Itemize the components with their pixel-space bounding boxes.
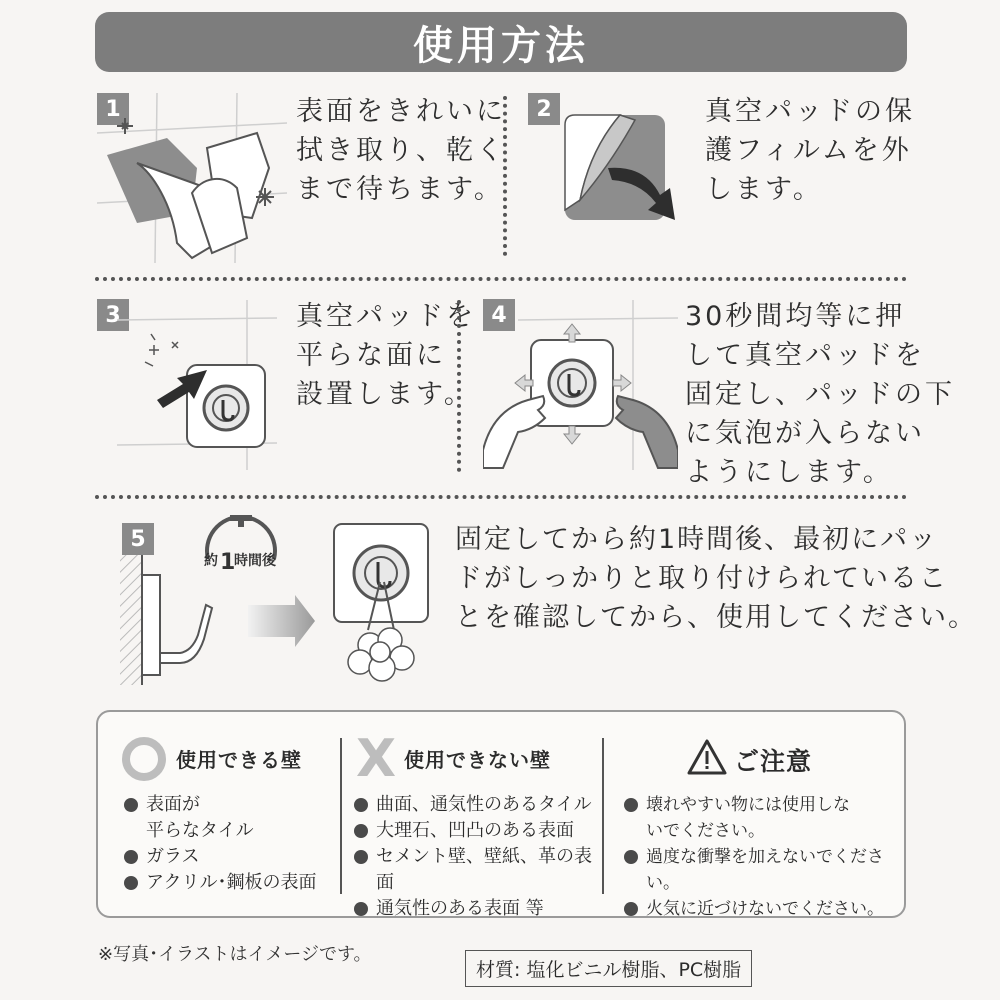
ok-list bbox=[122, 792, 342, 896]
ok-column-title: 使用できる壁 bbox=[176, 748, 302, 772]
ng-mark-icon: X bbox=[356, 729, 397, 789]
divider-horizontal bbox=[95, 277, 907, 281]
column-divider bbox=[602, 738, 604, 894]
list-item: 大理石、凹凸のある表面 bbox=[352, 818, 602, 844]
material-label: 材質: 塩化ビニル樹脂、PC樹脂 bbox=[465, 950, 752, 987]
ng-list bbox=[352, 792, 602, 922]
timer-number: 1 bbox=[220, 550, 236, 575]
timer-prefix: 約 bbox=[204, 553, 218, 569]
step-4-text: 30秒間均等に押 して真空パッドを 固定し、パッドの下 に気泡が入らない ようにします。 bbox=[685, 301, 955, 488]
step-2-badge: 2 bbox=[528, 93, 560, 125]
list-item: 表面が 平らなタイル bbox=[122, 792, 342, 844]
list-item: 過度な衝撃を加えないでください。 bbox=[622, 844, 900, 896]
list-item: 火気に近づけないでください。 bbox=[622, 896, 900, 922]
step-1-badge: 1 bbox=[97, 93, 129, 125]
step-5-hook-illustration bbox=[330, 520, 440, 690]
step-3-badge: 3 bbox=[97, 299, 129, 331]
ok-mark-icon bbox=[122, 737, 166, 781]
step-4-illustration bbox=[483, 300, 678, 470]
caution-list bbox=[622, 792, 900, 922]
step-3-text: 真空パッドを 平らな面に 設置します。 bbox=[296, 301, 476, 410]
step-1-illustration bbox=[97, 93, 287, 263]
timer-suffix: 時間後 bbox=[234, 553, 276, 569]
section-header bbox=[95, 12, 907, 72]
caution-title: ご注意 bbox=[734, 747, 813, 776]
divider-vertical bbox=[503, 96, 507, 256]
column-divider bbox=[340, 738, 342, 894]
list-item: セメント壁、壁紙、革の表面 bbox=[352, 844, 602, 896]
step-2-text: 真空パッドの保 護フィルムを外 します。 bbox=[705, 96, 915, 205]
list-item: 通気性のある表面 等 bbox=[352, 896, 602, 922]
ng-column-title: 使用できない壁 bbox=[404, 748, 551, 772]
list-item: アクリル･鋼板の表面 bbox=[122, 870, 342, 896]
list-item: ガラス bbox=[122, 844, 342, 870]
step-5-text: 固定してから約1時間後、最初にパッ ドがしっかりと取り付けられているこ とを確認してから、使用してください。 bbox=[455, 524, 977, 633]
divider-vertical bbox=[457, 300, 461, 472]
step-1-text: 表面をきれいに 拭き取り、乾く まで待ちます。 bbox=[296, 96, 506, 205]
image-disclaimer: ※写真･イラストはイメージです。 bbox=[98, 944, 372, 965]
page-title: 使用方法 bbox=[413, 22, 589, 69]
warning-triangle-icon bbox=[686, 738, 728, 776]
list-item: 曲面、通気性のあるタイル bbox=[352, 792, 602, 818]
step-5-badge: 5 bbox=[122, 523, 154, 555]
list-item: 壊れやすい物には使用しな いでください。 bbox=[622, 792, 900, 844]
divider-horizontal bbox=[95, 495, 907, 499]
step-2-illustration bbox=[560, 110, 690, 230]
step-4-badge: 4 bbox=[483, 299, 515, 331]
step-3-illustration bbox=[97, 300, 287, 470]
